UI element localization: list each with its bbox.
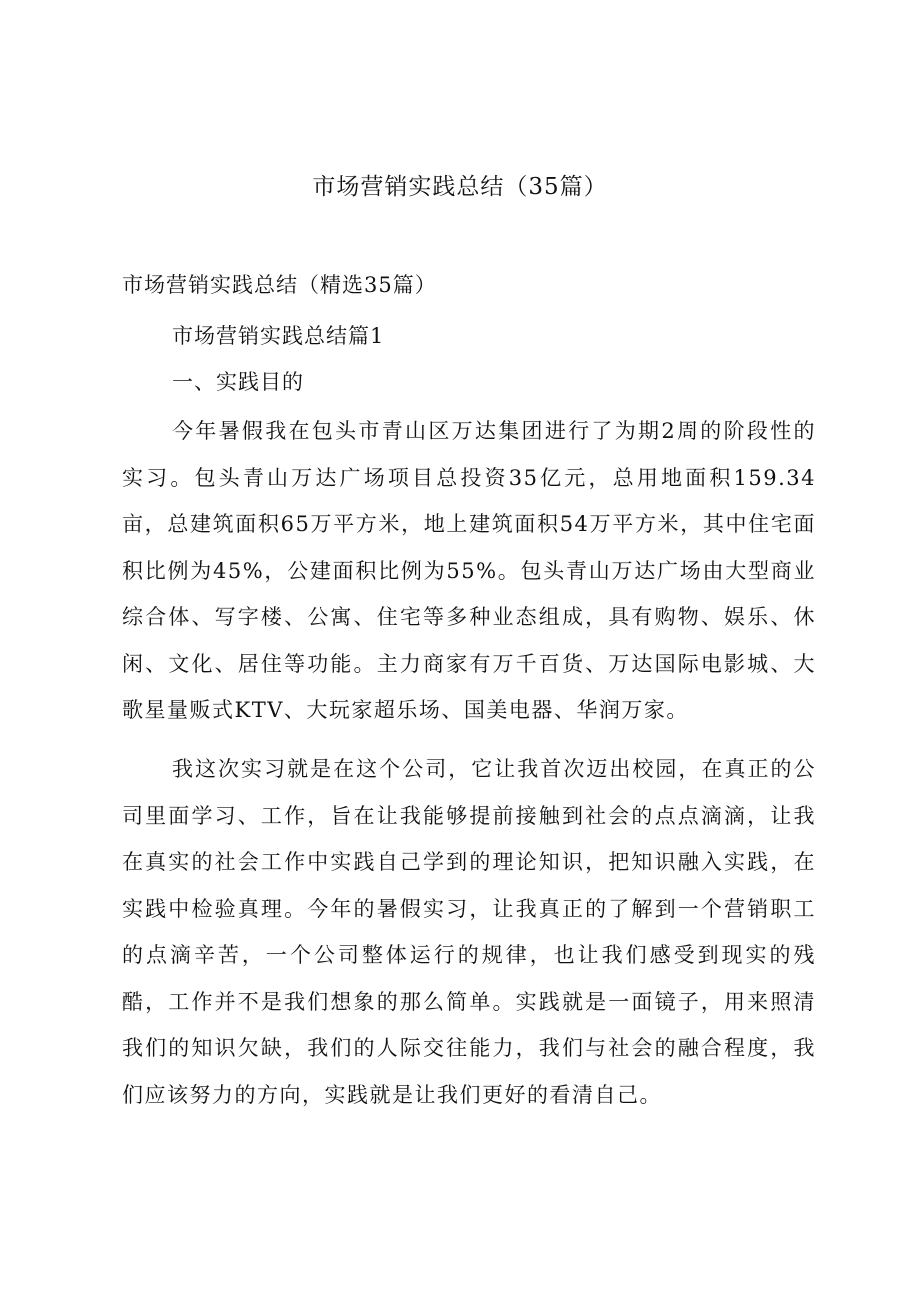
document-title: 市场营销实践总结（35篇） <box>312 174 608 200</box>
part-heading: 一、实践目的 <box>172 370 304 394</box>
body-paragraph-1: 今年暑假我在包头市青山区万达集团进行了为期2周的阶段性的实习。包头青山万达广场项目总投资35亿元，总用地面积159.34亩，总建筑面积65万平方米，地上建筑面积54万平方米，其中住宅面积比例为45%，公建面积比例为55%。包头青山万达广场由大型商业综合体、写字楼、公寓、住宅等多种业态组成，具有购物、娱乐、休闲、文化、居住等功能。主力商家有万千百货、万达国际电影城、大歌星量贩式KTV、大玩家超乐场、国美电器、华润万家。 <box>122 419 816 722</box>
body-paragraph-2: 我这次实习就是在这个公司，它让我首次迈出校园，在真正的公司里面学习、工作，旨在让我能够提前接触到社会的点点滴滴，让我在真实的社会工作中实践自己学到的理论知识，把知识融入实践，在实践中检验真理。今年的暑假实习，让我真正的了解到一个营销职工的点滴辛苦，一个公司整体运行的规律，也让我们感受到现实的残酷，工作并不是我们想象的那么简单。实践就是一面镜子，用来照清我们的知识欠缺，我们的人际交往能力，我们与社会的融合程度，我们应该努力的方向，实践就是让我们更好的看清自己。 <box>122 757 816 1107</box>
document-subtitle: 市场营销实践总结（精选35篇） <box>122 273 437 297</box>
section-heading: 市场营销实践总结篇1 <box>172 324 385 348</box>
